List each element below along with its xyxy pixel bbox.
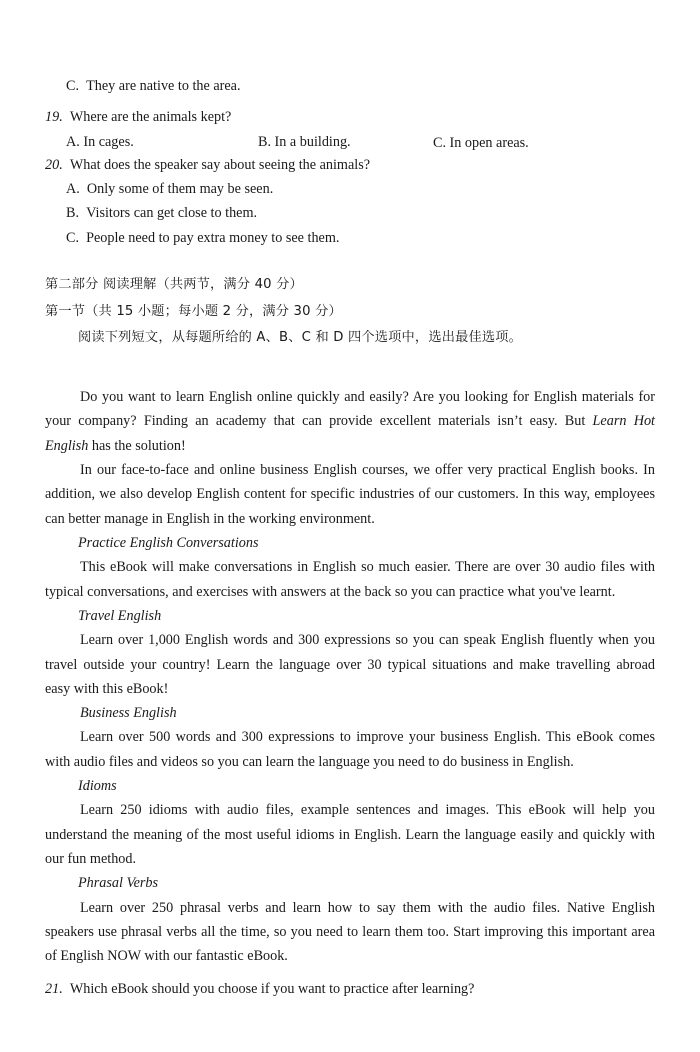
passage-intro-text: your company? Finding an academy that can provide excellent materials isn’t easy. But: [45, 413, 593, 429]
q19-question: Where are the animals kept?: [69, 109, 232, 125]
ebook-idioms-line-3: our fun method.: [45, 851, 137, 867]
q20-option-a: A. Only some of them may be seen.: [66, 181, 274, 197]
ebook-business-line-2: with audio files and videos so you can learn the language you need to do business in English.: [45, 754, 574, 770]
ebook-heading-conversations: Practice English Conversations: [78, 535, 259, 551]
passage-p2-line-2: addition, we also develop English content for specific industries of our customers. In this way, employees: [45, 486, 655, 502]
passage-intro-line-3: [45, 437, 186, 455]
q20-stem: [45, 156, 370, 174]
ebook-business-line-1: Learn over 500 words and 300 expressions to improve your business English. This eBook comes: [80, 729, 655, 745]
q21-stem: [45, 980, 474, 998]
ebook-idioms-line-2: understand the meaning of the most useful idioms in English. Learn the language easily and quickly with: [45, 827, 655, 843]
ebook-conversations-line-1: This eBook will make conversations in English so much easier. There are over 30 audio files with: [80, 559, 655, 575]
ebook-heading-idioms: Idioms: [78, 778, 117, 794]
q20-number: 20.: [45, 157, 63, 173]
q19-option-a: A. In cages.: [66, 134, 134, 150]
passage-p2-line-1: In our face-to-face and online business English courses, we offer very practical English books. In: [80, 462, 655, 478]
passage-intro-line-1: Do you want to learn English online quickly and easily? Are you looking for English materials for: [80, 389, 655, 405]
q20-option-b: B. Visitors can get close to them.: [66, 205, 258, 221]
ebook-heading-travel: Travel English: [78, 608, 162, 624]
section-instruction: 阅读下列短文，从每题所给的 A、B、C 和 D 四个选项中，选出最佳选项。: [78, 330, 523, 345]
ebook-phrasal-line-3: of English NOW with our fantastic eBook.: [45, 948, 288, 964]
q21-number: 21.: [45, 981, 63, 997]
ebook-phrasal-line-1: Learn over 250 phrasal verbs and learn how to say them with the audio files. Native English: [80, 900, 655, 916]
q20-question: What does the speaker say about seeing the animals?: [69, 157, 371, 173]
q19-option-b: B. In a building.: [258, 134, 351, 150]
part-heading: 第二部分 阅读理解（共两节，满分 40 分）: [45, 277, 303, 292]
q20-option-c: C. People need to pay extra money to see them.: [66, 230, 340, 246]
brand-name-cont: English: [45, 438, 89, 454]
passage-intro-end: has the solution!: [88, 438, 186, 454]
ebook-heading-business: Business English: [80, 705, 177, 721]
ebook-phrasal-line-2: speakers use phrasal verbs all the time, so you need to learn them too. Start improving this important area: [45, 924, 655, 940]
q18-option-c: C. They are native to the area.: [66, 78, 241, 94]
q21-question: Which eBook should you choose if you want to practice after learning?: [69, 981, 475, 997]
q19-option-c: C. In open areas.: [433, 135, 529, 151]
ebook-travel-line-2: travel outside your country! Learn the language over 30 typical situations and make travelling abroad: [45, 657, 655, 673]
ebook-travel-line-3: easy with this eBook!: [45, 681, 169, 697]
ebook-travel-line-1: Learn over 1,000 English words and 300 expressions so you can speak English fluently when you: [80, 632, 655, 648]
q19-number: 19.: [45, 109, 63, 125]
passage-intro-line-2: [45, 412, 655, 430]
passage-p2-line-3: can better manage in English in the working environment.: [45, 511, 375, 527]
brand-name: Learn Hot: [592, 413, 655, 429]
ebook-heading-phrasal-verbs: Phrasal Verbs: [78, 875, 159, 891]
ebook-idioms-line-1: Learn 250 idioms with audio files, example sentences and images. This eBook will help you: [80, 802, 655, 818]
section-heading: 第一节（共 15 小题；每小题 2 分，满分 30 分）: [45, 304, 342, 319]
ebook-conversations-line-2: typical conversations, and exercises with answers at the back so you can practice what you've learnt.: [45, 584, 616, 600]
q19-stem: [45, 108, 231, 126]
